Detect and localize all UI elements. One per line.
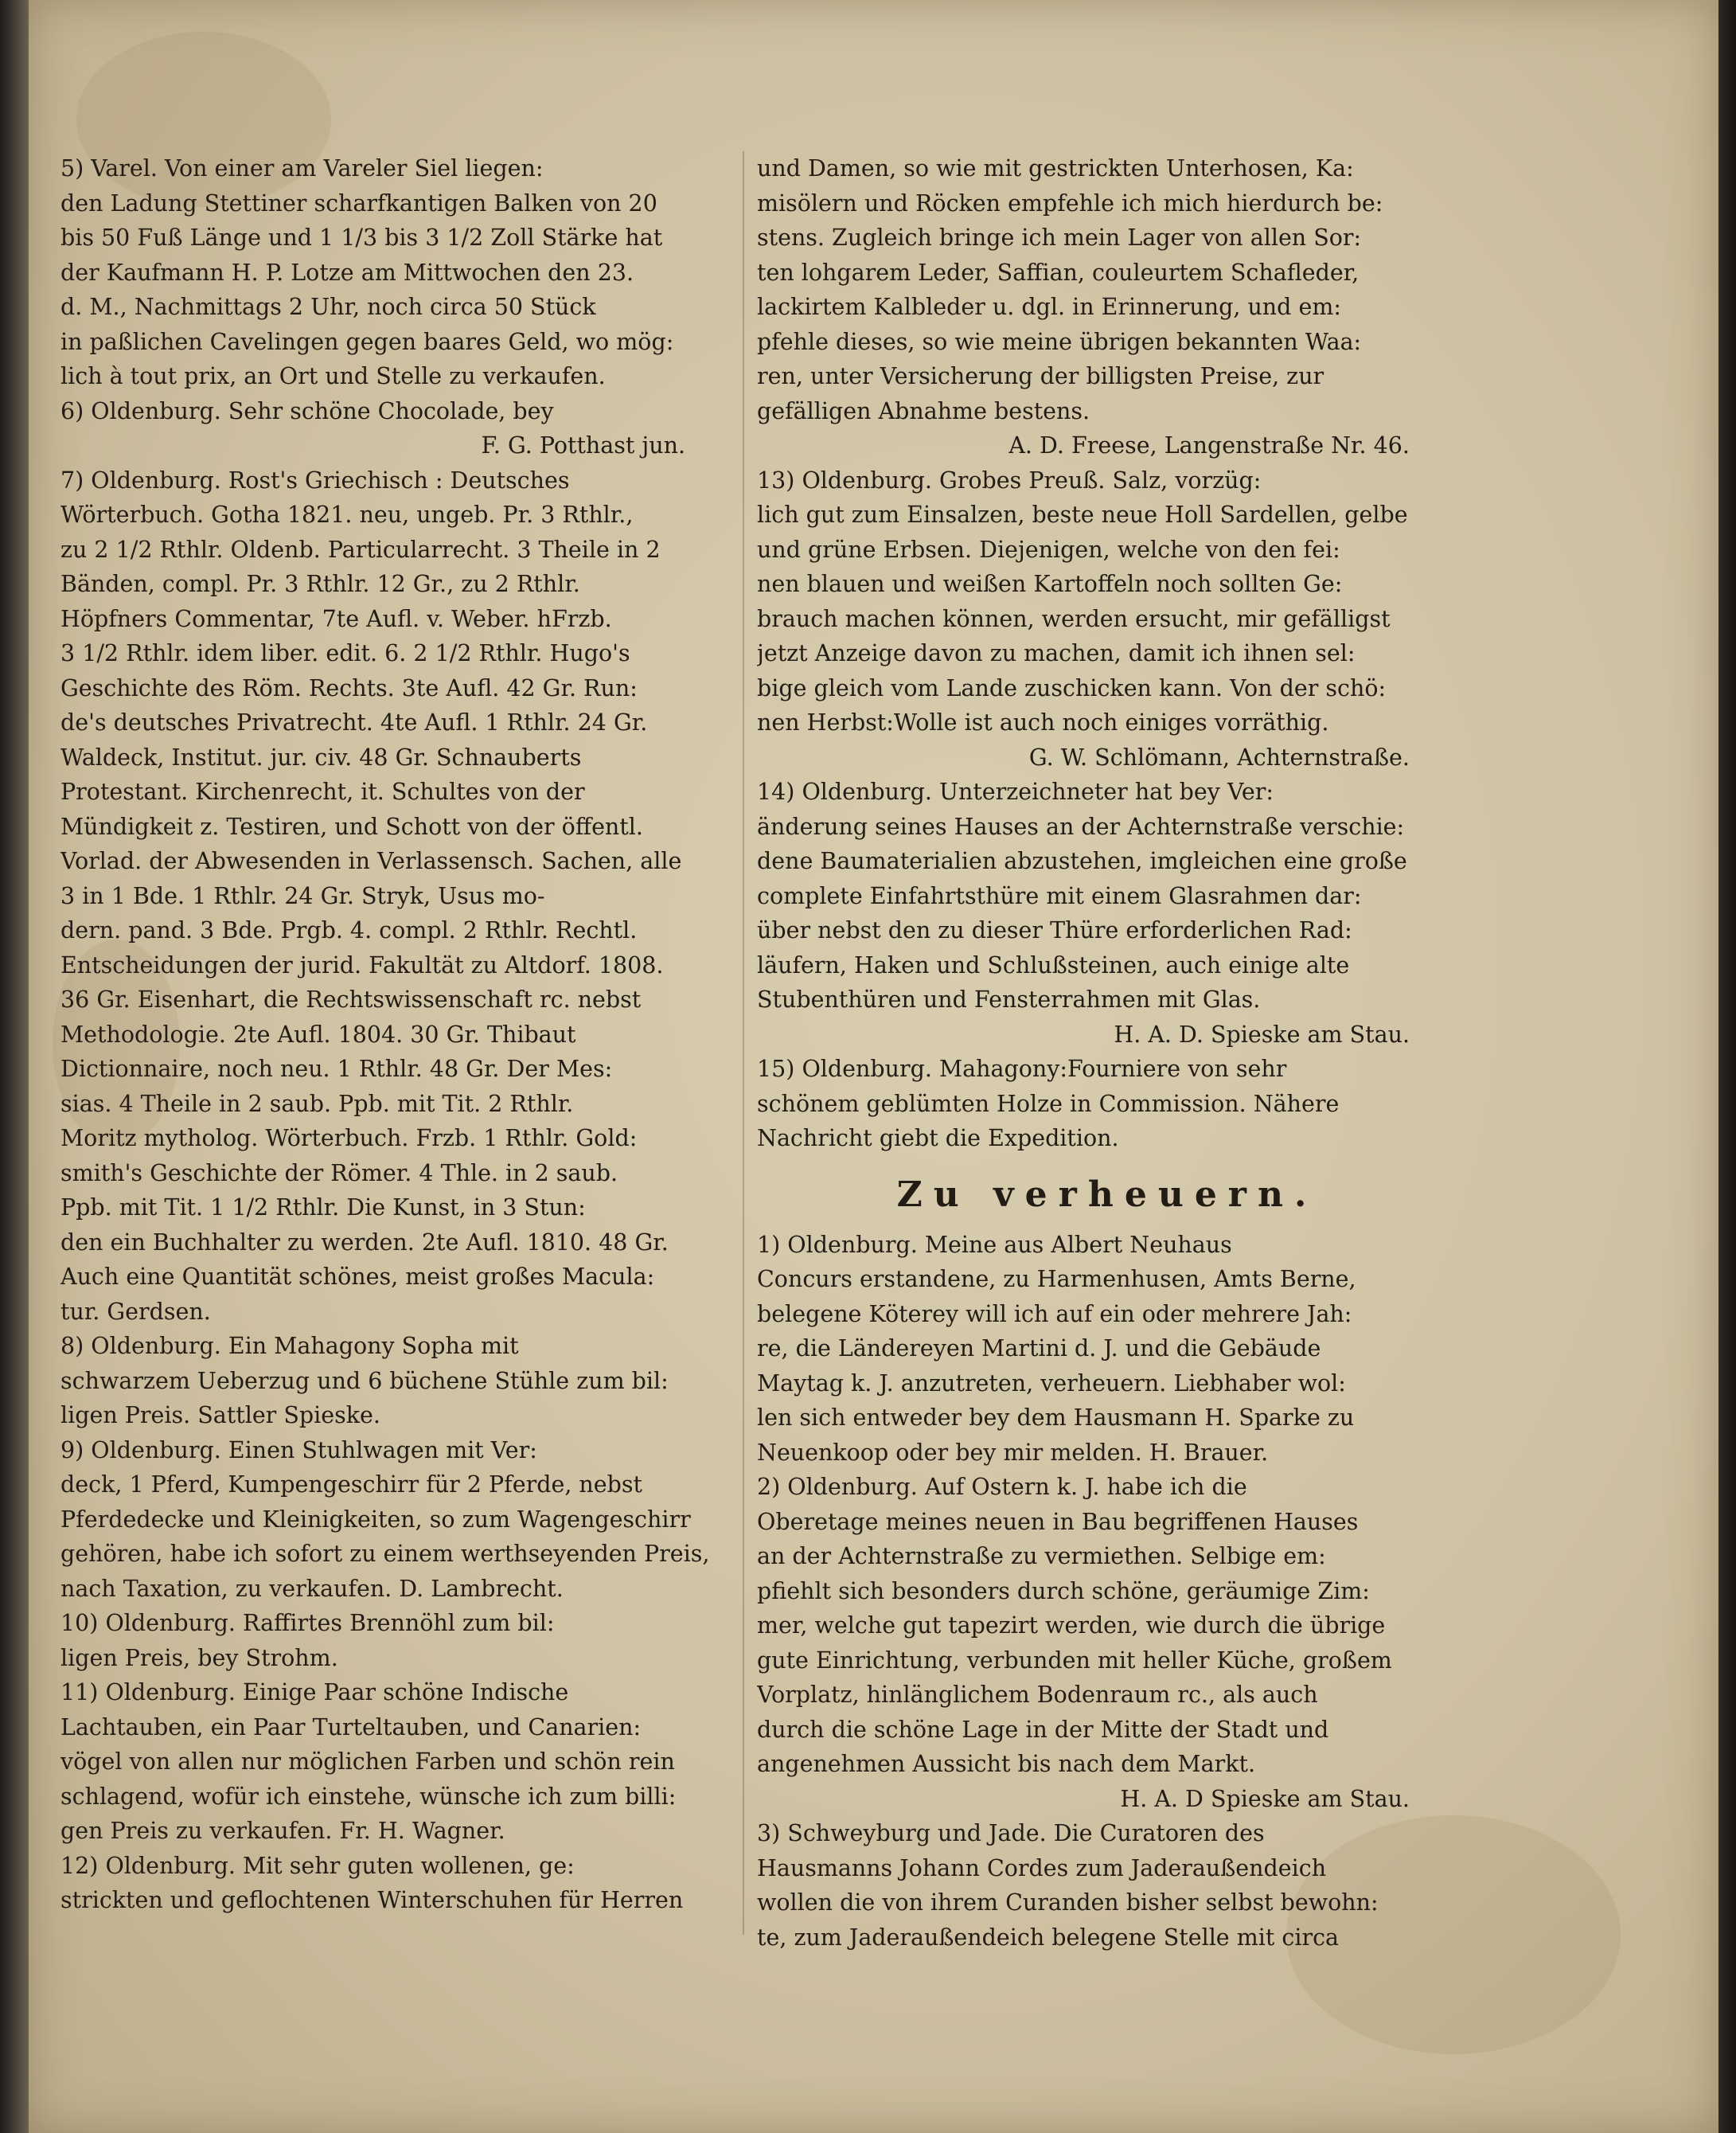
- text-line: Pferdedecke und Kleinigkeiten, so zum Wagengeschirr: [60, 1506, 691, 1533]
- text-line: und grüne Erbsen. Diejenigen, welche von den fei:: [757, 536, 1340, 563]
- text-line: gehören, habe ich sofort zu einem werthseyenden Preis,: [60, 1541, 710, 1567]
- advertisement-entry: [60, 151, 733, 394]
- text-line: Moritz mytholog. Wörterbuch. Frzb. 1 Rthlr. Gold:: [60, 1125, 638, 1151]
- text-line: 12) Oldenburg. Mit sehr guten wollenen, ge:: [60, 1852, 575, 1879]
- text-line: Auch eine Quantität schönes, meist großes Macula:: [60, 1264, 655, 1290]
- text-line: 14) Oldenburg. Unterzeichneter hat bey Ver:: [757, 779, 1274, 805]
- text-line: tur. Gerdsen.: [60, 1298, 211, 1325]
- text-line: bis 50 Fuß Länge und 1 1/3 bis 3 1/2 Zoll Stärke hat: [60, 225, 663, 251]
- advertisement-entry: [60, 1329, 733, 1433]
- advertiser-signature: H. A. D. Spieske am Stau.: [1114, 1021, 1410, 1048]
- text-line: 3 in 1 Bde. 1 Rthlr. 24 Gr. Stryk, Usus mo-: [60, 882, 545, 909]
- text-line: und Damen, so wie mit gestrickten Unterhosen, Ka:: [757, 155, 1354, 182]
- text-line: 7) Oldenburg. Rost's Griechisch : Deutsches: [60, 467, 570, 494]
- advertisement-entry: [757, 1228, 1457, 1471]
- advertisement-entry: [757, 775, 1457, 1052]
- text-line: in paßlichen Cavelingen gegen baares Geld, wo mög:: [60, 328, 674, 355]
- text-line: Vorplatz, hinlänglichem Bodenraum rc., als auch: [757, 1682, 1318, 1708]
- advertiser-signature: F. G. Potthast jun.: [481, 432, 685, 459]
- text-line: Entscheidungen der jurid. Fakultät zu Altdorf. 1808.: [60, 951, 664, 979]
- text-line: misölern und Röcken empfehle ich mich hierdurch be:: [757, 189, 1383, 217]
- text-line: Ppb. mit Tit. 1 1/2 Rthlr. Die Kunst, in 3 Stun:: [60, 1194, 586, 1221]
- text-line: te, zum Jaderaußendeich belegene Stelle mit circa: [757, 1924, 1340, 1951]
- scan-edge-left: [0, 0, 29, 2133]
- text-line: 13) Oldenburg. Grobes Preuß. Salz, vorzüg:: [757, 467, 1262, 494]
- text-line: ten lohgarem Leder, Saffian, couleurtem Schafleder,: [757, 259, 1360, 286]
- text-line: mer, welche gut tapezirt werden, wie durch die übrige: [757, 1612, 1386, 1639]
- text-line: an der Achternstraße zu vermiethen. Selbige em:: [757, 1543, 1326, 1569]
- newspaper-page: [29, 0, 1718, 2133]
- text-line: belegene Köterey will ich auf ein oder mehrere Jah:: [757, 1300, 1352, 1327]
- text-line: 1) Oldenburg. Meine aus Albert Neuhaus: [757, 1231, 1232, 1258]
- column-divider: [743, 151, 744, 1935]
- text-line: len sich entweder bey dem Hausmann H. Sparke zu: [757, 1404, 1355, 1431]
- text-line: Neuenkoop oder bey mir melden. H. Brauer.: [757, 1439, 1269, 1466]
- text-line: 11) Oldenburg. Einige Paar schöne Indische: [60, 1679, 569, 1705]
- text-line: nach Taxation, zu verkaufen. D. Lambrecht.: [60, 1575, 564, 1602]
- advertisement-entry: [757, 463, 1457, 775]
- text-line: Wörterbuch. Gotha 1821. neu, ungeb. Pr. 3 Rthlr.,: [60, 502, 634, 528]
- text-line: wollen die von ihrem Curanden bisher selbst bewohn:: [757, 1889, 1379, 1916]
- text-line: Stubenthüren und Fensterrahmen mit Glas.: [757, 986, 1261, 1013]
- text-line: Methodologie. 2te Aufl. 1804. 30 Gr. Thibaut: [60, 1021, 576, 1048]
- text-line: Protestant. Kirchenrecht, it. Schultes von der: [60, 779, 585, 805]
- text-line: den Ladung Stettiner scharfkantigen Balken von 20: [60, 189, 657, 217]
- text-line: bige gleich vom Lande zuschicken kann. Von der schö:: [757, 674, 1387, 701]
- text-line: 6) Oldenburg. Sehr schöne Chocolade, bey: [60, 397, 554, 424]
- text-line: Höpfners Commentar, 7te Aufl. v. Weber. hFrzb.: [60, 605, 612, 632]
- advertisement-entry: [60, 1606, 733, 1675]
- text-line: gefälligen Abnahme bestens.: [757, 397, 1090, 424]
- text-line: de's deutsches Privatrecht. 4te Aufl. 1 Rthlr. 24 Gr.: [60, 709, 648, 736]
- text-line: 8) Oldenburg. Ein Mahagony Sopha mit: [60, 1333, 519, 1359]
- text-line: 3 1/2 Rthlr. idem liber. edit. 6. 2 1/2 Rthlr. Hugo's: [60, 640, 630, 666]
- text-line: Concurs erstandene, zu Harmenhusen, Amts Berne,: [757, 1266, 1356, 1292]
- advertiser-signature: H. A. D Spieske am Stau.: [1120, 1785, 1410, 1812]
- advertisement-entry: [60, 1675, 733, 1849]
- text-line: Nachricht giebt die Expedition.: [757, 1125, 1119, 1151]
- right-column: [757, 151, 1457, 1955]
- text-line: pfehle dieses, so wie meine übrigen bekannten Waa:: [757, 328, 1362, 355]
- text-line: Dictionnaire, noch neu. 1 Rthlr. 48 Gr. Der Mes:: [60, 1056, 613, 1082]
- text-line: schwarzem Ueberzug und 6 büchene Stühle zum bil:: [60, 1367, 669, 1394]
- text-line: sias. 4 Theile in 2 saub. Ppb. mit Tit. 2 Rthlr.: [60, 1090, 574, 1117]
- advertisement-entry: [60, 394, 733, 463]
- text-line: gute Einrichtung, verbunden mit heller Küche, großem: [757, 1647, 1392, 1674]
- section-heading: Zu verheuern.: [896, 1174, 1318, 1215]
- text-line: Bänden, compl. Pr. 3 Rthlr. 12 Gr., zu 2 Rthlr.: [60, 571, 580, 597]
- text-line: schlagend, wofür ich einstehe, wünsche ich zum billi:: [60, 1783, 677, 1810]
- text-line: Waldeck, Institut. jur. civ. 48 Gr. Schnauberts: [60, 744, 582, 771]
- scan-edge-right: [1718, 0, 1736, 2133]
- text-line: pfiehlt sich besonders durch schöne, geräumige Zim:: [757, 1577, 1370, 1604]
- text-line: Mündigkeit z. Testiren, und Schott von der öffentl.: [60, 813, 643, 840]
- text-line: Maytag k. J. anzutreten, verheuern. Liebhaber wol:: [757, 1369, 1346, 1397]
- text-line: vögel von allen nur möglichen Farben und schön rein: [60, 1748, 675, 1775]
- text-line: dene Baumaterialien abzustehen, imgleichen eine große: [757, 848, 1407, 874]
- text-line: d. M., Nachmittags 2 Uhr, noch circa 50 Stück: [60, 294, 596, 320]
- text-line: der Kaufmann H. P. Lotze am Mittwochen den 23.: [60, 259, 634, 286]
- text-line: läufern, Haken und Schlußsteinen, auch einige alte: [757, 951, 1350, 979]
- text-line: ligen Preis. Sattler Spieske.: [60, 1402, 380, 1428]
- text-line: 10) Oldenburg. Raffirtes Brennöhl zum bil:: [60, 1610, 555, 1636]
- text-line: dern. pand. 3 Bde. Prgb. 4. compl. 2 Rthlr. Rechtl.: [60, 917, 638, 943]
- text-line: angenehmen Aussicht bis nach dem Markt.: [757, 1751, 1256, 1777]
- advertisement-entry: [60, 463, 733, 1330]
- advertisement-entry: [757, 1816, 1457, 1955]
- text-line: 9) Oldenburg. Einen Stuhlwagen mit Ver:: [60, 1436, 537, 1463]
- text-line: lich gut zum Einsalzen, beste neue Holl Sardellen, gelbe: [757, 502, 1408, 528]
- text-line: lich à tout prix, an Ort und Stelle zu verkaufen.: [60, 363, 606, 389]
- text-line: ren, unter Versicherung der billigsten Preise, zur: [757, 363, 1324, 389]
- text-line: nen blauen und weißen Kartoffeln noch sollten Ge:: [757, 571, 1343, 597]
- text-line: nen Herbst:Wolle ist auch noch einiges vorräthig.: [757, 709, 1329, 736]
- text-line: stens. Zugleich bringe ich mein Lager von allen Sor:: [757, 225, 1362, 251]
- text-line: 3) Schweyburg und Jade. Die Curatoren des: [757, 1820, 1265, 1846]
- text-line: 15) Oldenburg. Mahagony:Fourniere von sehr: [757, 1056, 1287, 1082]
- advertisement-entry: [757, 1470, 1457, 1816]
- text-line: brauch machen können, werden ersucht, mir gefälligst: [757, 605, 1391, 632]
- text-line: deck, 1 Pferd, Kumpengeschirr für 2 Pferde, nebst: [60, 1471, 642, 1498]
- text-line: Vorlad. der Abwesenden in Verlassensch. Sachen, alle: [60, 848, 682, 874]
- text-line: änderung seines Hauses an der Achternstraße verschie:: [757, 813, 1405, 840]
- text-line: smith's Geschichte der Römer. 4 Thle. in 2 saub.: [60, 1159, 618, 1186]
- advertisement-entry: [757, 1052, 1457, 1156]
- advertisement-entry: [757, 151, 1457, 463]
- text-line: 36 Gr. Eisenhart, die Rechtswissenschaft rc. nebst: [60, 986, 642, 1013]
- text-line: 5) Varel. Von einer am Vareler Siel liegen:: [60, 155, 544, 182]
- text-line: 2) Oldenburg. Auf Ostern k. J. habe ich die: [757, 1474, 1247, 1500]
- text-line: den ein Buchhalter zu werden. 2te Aufl. 1810. 48 Gr.: [60, 1229, 669, 1256]
- text-line: jetzt Anzeige davon zu machen, damit ich ihnen sel:: [757, 640, 1356, 666]
- text-line: gen Preis zu verkaufen. Fr. H. Wagner.: [60, 1818, 505, 1844]
- text-line: Hausmanns Johann Cordes zum Jaderaußendeich: [757, 1854, 1327, 1881]
- text-line: complete Einfahrtsthüre mit einem Glasrahmen dar:: [757, 882, 1362, 909]
- advertisement-entry: [60, 1433, 733, 1607]
- advertiser-signature: G. W. Schlömann, Achternstraße.: [1028, 744, 1410, 771]
- text-line: lackirtem Kalbleder u. dgl. in Erinnerung, und em:: [757, 294, 1341, 320]
- text-line: durch die schöne Lage in der Mitte der Stadt und: [757, 1716, 1329, 1743]
- left-column: [60, 151, 733, 1918]
- text-line: re, die Ländereyen Martini d. J. und die Gebäude: [757, 1335, 1321, 1361]
- text-line: zu 2 1/2 Rthlr. Oldenb. Particularrecht. 3 Theile in 2: [60, 536, 661, 563]
- advertiser-signature: A. D. Freese, Langenstraße Nr. 46.: [1008, 432, 1410, 459]
- text-line: ligen Preis, bey Strohm.: [60, 1644, 338, 1671]
- text-line: strickten und geflochtenen Winterschuhen für Herren: [60, 1887, 684, 1913]
- text-line: Lachtauben, ein Paar Turteltauben, und Canarien:: [60, 1713, 642, 1740]
- text-line: schönem geblümten Holze in Commission. Nähere: [757, 1090, 1340, 1117]
- advertisement-entry: [60, 1849, 733, 1918]
- text-line: Geschichte des Röm. Rechts. 3te Aufl. 42 Gr. Run:: [60, 674, 638, 701]
- text-line: über nebst den zu dieser Thüre erforderlichen Rad:: [757, 917, 1352, 943]
- text-line: Oberetage meines neuen in Bau begriffenen Hauses: [757, 1508, 1359, 1535]
